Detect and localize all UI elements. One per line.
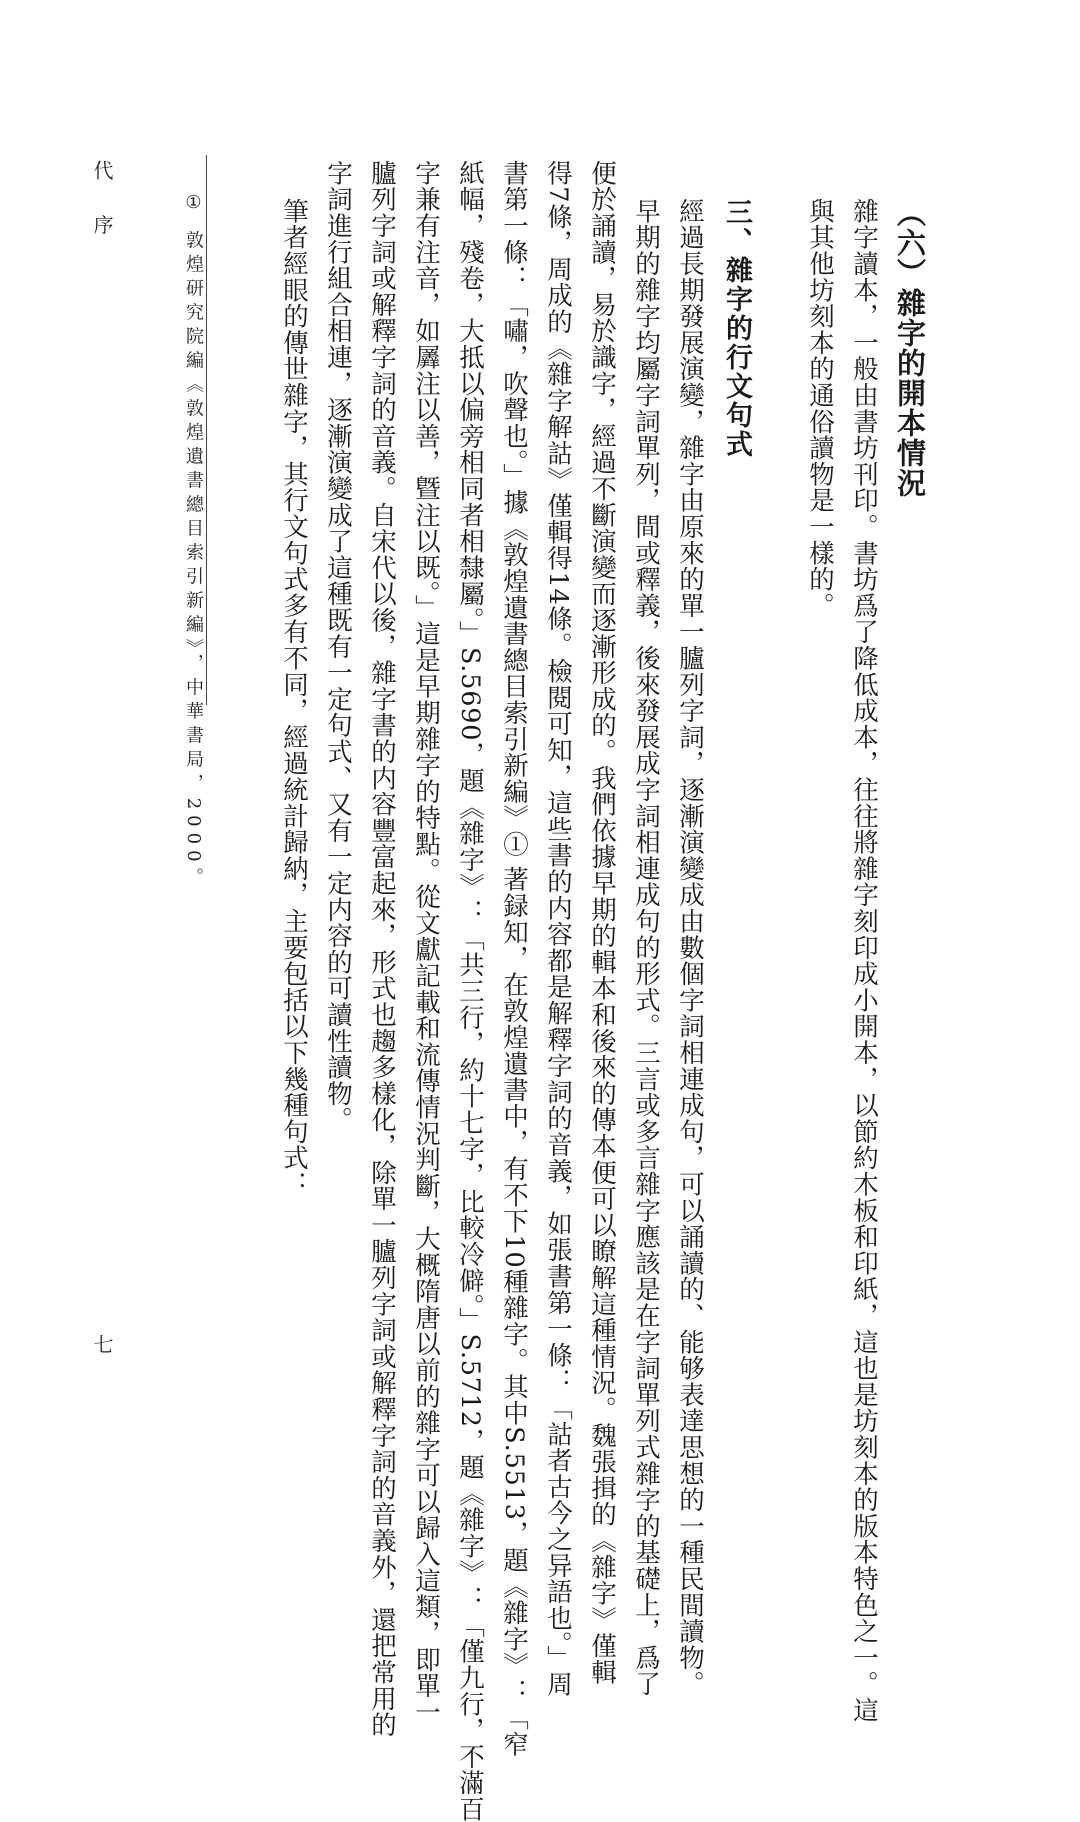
section-three-line-8: 臚列字詞或解釋字詞的音義。自宋代以後，雜字書的内容豐富起來，形式也趨多樣化，除單一臚列字詞或解釋字詞的音義外，還把常用的 (367, 160, 397, 1738)
running-head: 代 序 (90, 160, 114, 249)
page-number: 七 (90, 1334, 114, 1354)
section-three-line-7: 字兼有注音，如羼注以善，曁注以既。」這是早期雜字的特點。從文獻記載和流傳情況判斷，大概隋唐以前的雜字可以歸入這類，即單一 (411, 160, 441, 1726)
section-three-heading: 三、雜字的行文句式 (721, 198, 752, 459)
section-three-line-5: 書第一條：「嘯，吹聲也。」據《敦煌遺書總目索引新編》① 著録知，在敦煌遺書中，有不下10種雜字。其中S.5513，題《雜字》：「窄 (499, 160, 529, 1758)
section-six-heading: （六）雜字的開本情況 (893, 198, 927, 498)
footnote-rule (206, 155, 207, 705)
section-three-line-4: 得7條，周成的《雜字解詁》僅輯得14條。檢閱可知，這些書的内容都是解釋字詞的音義，如張書第一條：「詁者古今之异語也。」周 (543, 160, 573, 1698)
section-three-line-3: 便於誦讀，易於識字，經過不斷演變而逐漸形成的。我們依據早期的輯本和後來的傳本便可以瞭解這種情況。魏張揖的《雜字》僅輯 (587, 160, 617, 1686)
section-three-line-6: 紙幅，殘卷，大抵以偏旁相同者相隸屬。」S.5690，題《雜字》：「共三行，約十七字，比較冷僻。」S.5712，題《雜字》：「僅九行，不滿百 (455, 160, 485, 1822)
section-three-line-9: 字詞進行組合相連，逐漸演變成了這種既有一定句式、又有一定内容的可讀性讀物。 (323, 160, 353, 1134)
section-six-line-1: 雜字讀本，一般由書坊刊印。書坊爲了降低成本，往往將雜字刻印成小開本，以節約木板和印紙，這也是坊刻本的版本特色之一。這 (849, 198, 879, 1724)
section-six-line-2: 與其他坊刻本的通俗讀物是一樣的。 (805, 198, 835, 619)
footnote: ① 敦煌研究院編《敦煌遺書總目索引新編》，中華書局，2000。 (183, 192, 204, 892)
section-three-line-2: 早期的雜字均屬字詞單列，間或釋義，後來發展成字詞相連成句的形式。三言或多言雜字應該是在字詞單列式雜字的基礎上，爲了 (631, 198, 661, 1698)
section-three-line-10: 筆者經眼的傳世雜字，其行文句式多有不同，經過統計歸納，主要包括以下幾種句式： (279, 198, 309, 1198)
section-three-line-1: 經過長期發展演變，雜字由原來的單一臚列字詞，逐漸演變成由數個字詞相連成句，可以誦讀的、能够表達思想的一種民間讀物。 (675, 198, 705, 1698)
